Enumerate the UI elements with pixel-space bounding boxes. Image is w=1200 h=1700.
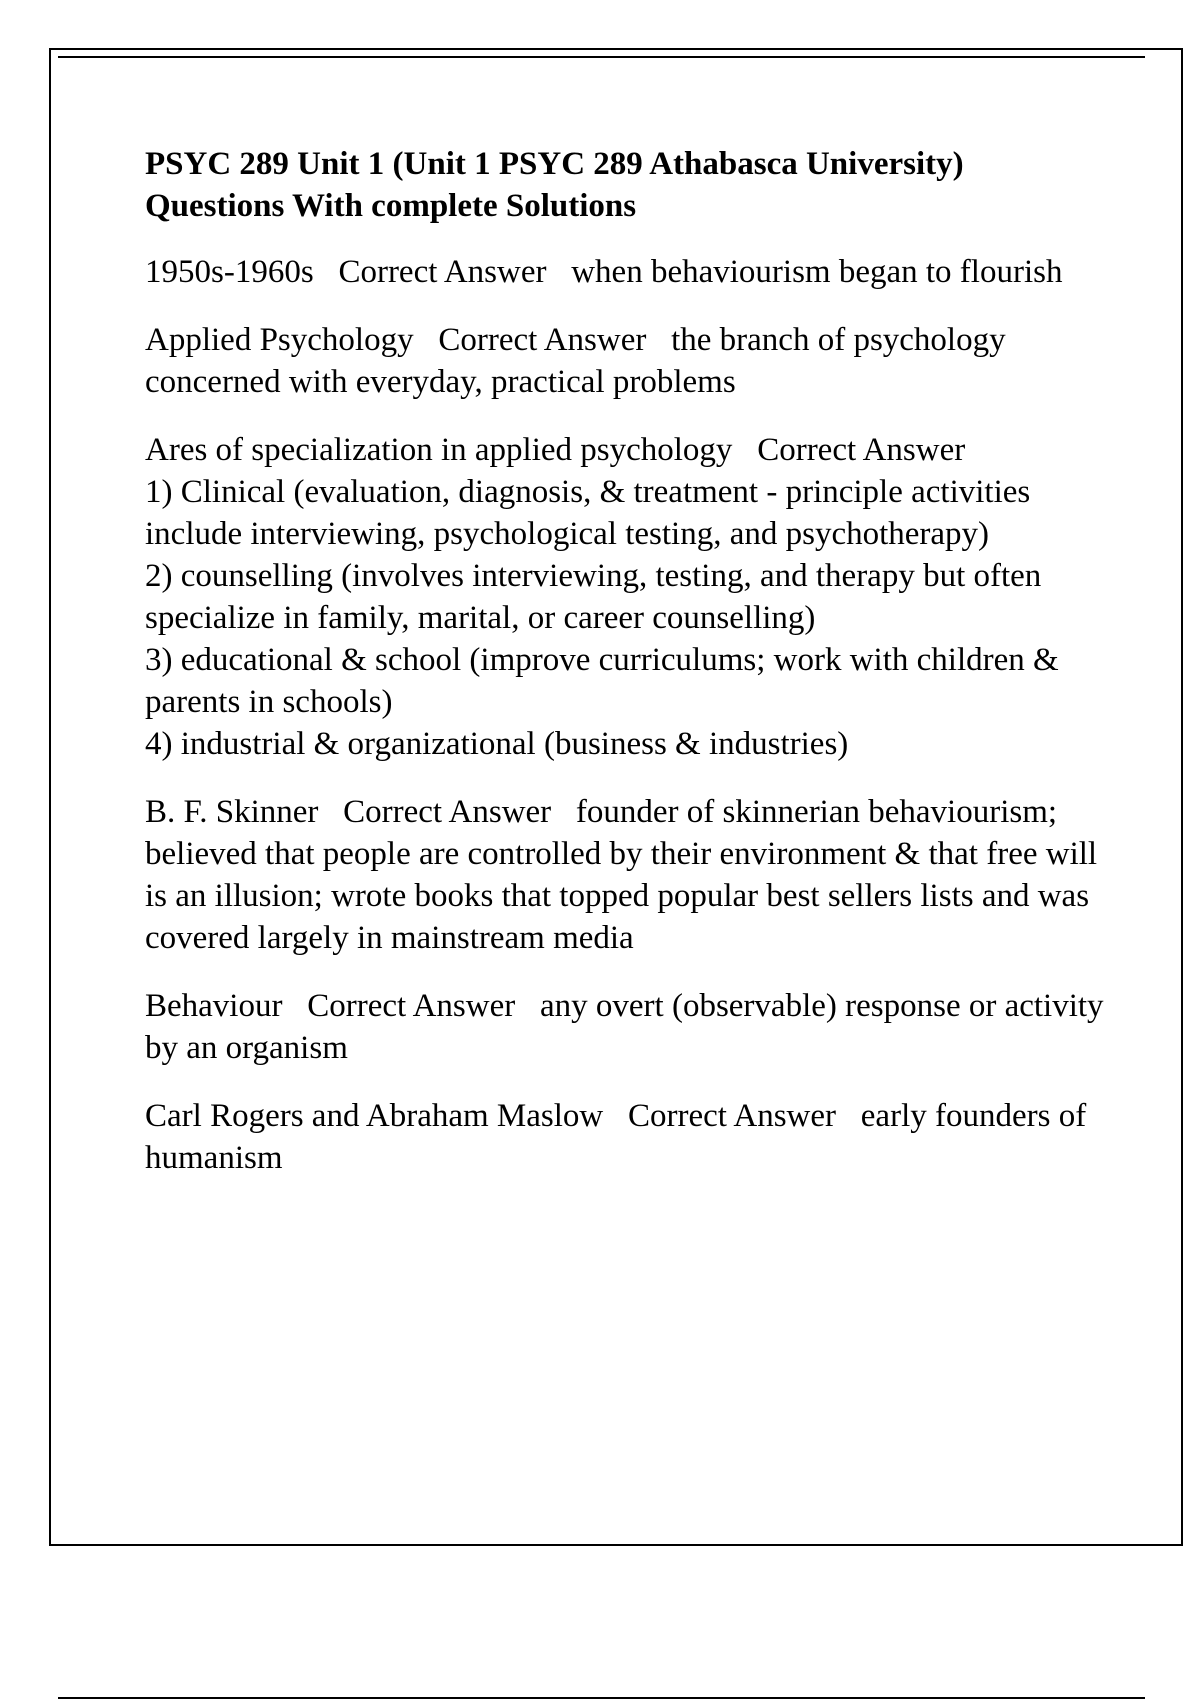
document-body: [145, 143, 1112, 1205]
qa-separator: Correct Answer: [338, 254, 547, 290]
qa-entry: [145, 791, 1105, 959]
qa-entry: [145, 429, 1105, 765]
qa-answer: founder of skinnerian behaviourism; believed that people are controlled by their environment & that free will is an illusion; wrote books that topped popular best sellers lists and was covered largely in mainstream media: [145, 794, 1106, 956]
qa-entry: [145, 1095, 1105, 1179]
qa-answer: the branch of psychology concerned with everyday, practical problems: [145, 322, 1014, 400]
qa-answer: any overt (observable) response or activity by an organism: [145, 988, 1112, 1066]
qa-term: Ares of specialization in applied psychology: [145, 432, 733, 468]
qa-separator: Correct Answer: [757, 432, 966, 468]
qa-separator: Correct Answer: [628, 1098, 837, 1134]
qa-term: 1950s-1960s: [145, 254, 314, 290]
qa-entry: [145, 319, 1105, 403]
qa-answer: early founders of humanism: [145, 1098, 1095, 1176]
qa-term: Behaviour: [145, 988, 283, 1024]
document-title: PSYC 289 Unit 1 (Unit 1 PSYC 289 Athabasca University) Questions With complete Solutions: [145, 146, 964, 224]
qa-entry: [145, 251, 1105, 293]
bottom-rule: [58, 1697, 1145, 1699]
qa-answer-line: 4) industrial & organizational (business & industries): [145, 726, 849, 762]
qa-separator: Correct Answer: [438, 322, 647, 358]
qa-separator: Correct Answer: [343, 794, 552, 830]
qa-answer-line: 3) educational & school (improve curriculums; work with children & parents in schools): [145, 642, 1059, 720]
qa-answer: when behaviourism began to flourish: [571, 254, 1063, 290]
qa-entry: [145, 985, 1112, 1069]
qa-answer-line: 2) counselling (involves interviewing, testing, and therapy but often specialize in family, marital, or career counselling): [145, 558, 1042, 636]
qa-term: Carl Rogers and Abraham Maslow: [145, 1098, 604, 1134]
qa-term: B. F. Skinner: [145, 794, 319, 830]
qa-separator: Correct Answer: [307, 988, 516, 1024]
qa-term: Applied Psychology: [145, 322, 414, 358]
qa-answer-line: 1) Clinical (evaluation, diagnosis, & treatment - principle activities include interviewing, psychological testing, and psychotherapy): [145, 474, 1031, 552]
